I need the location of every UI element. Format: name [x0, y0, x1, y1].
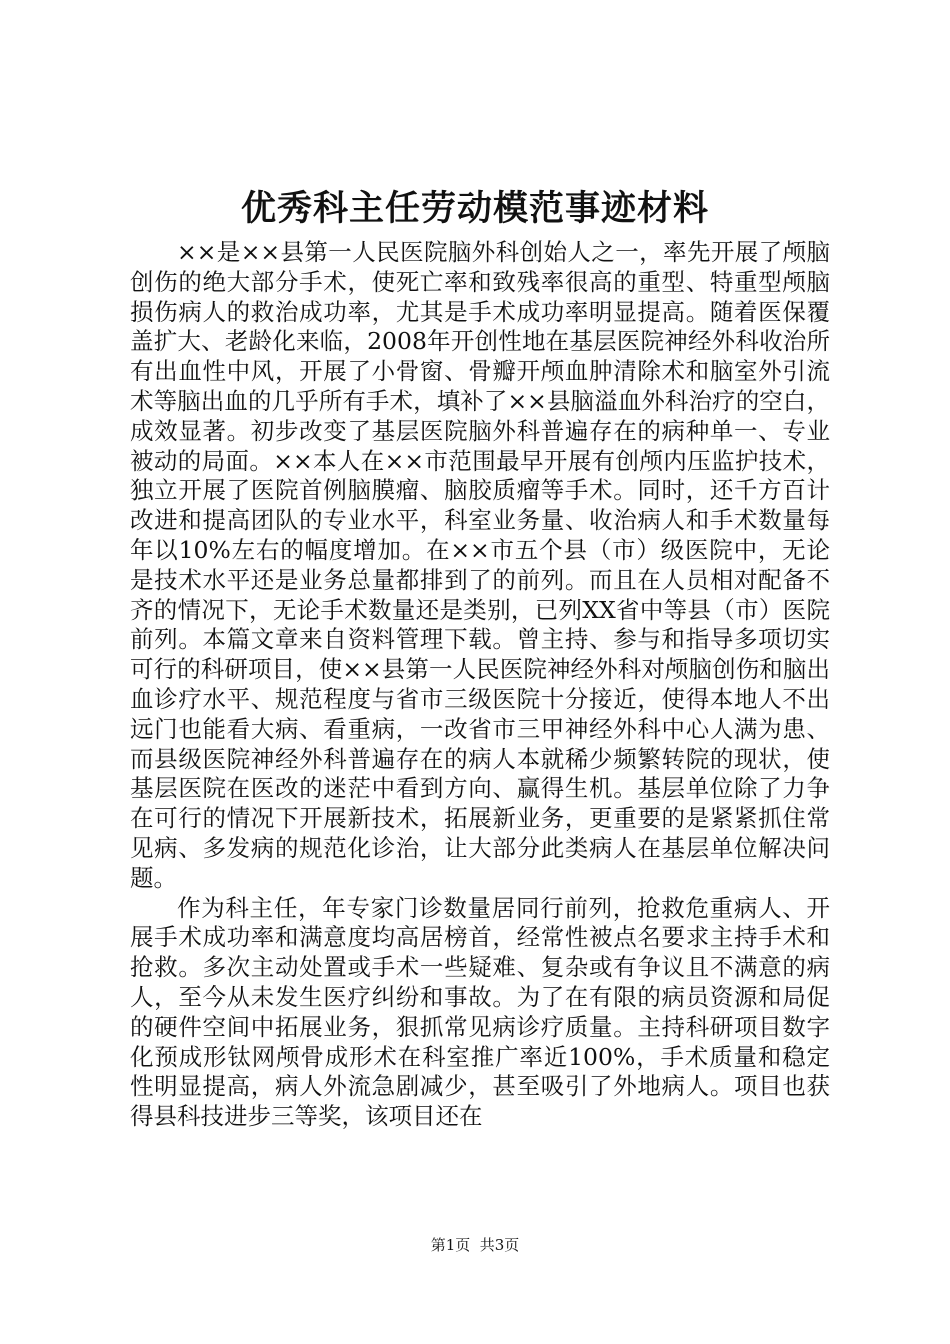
page-number-label: 第1页 共3页 — [430, 1236, 520, 1254]
document-body — [130, 238, 830, 1132]
document-title: 优秀科主任劳动模范事迹材料 — [240, 188, 709, 229]
body-paragraph-1: ××是××县第一人民医院脑外科创始人之一，率先开展了颅脑创伤的绝大部分手术，使死亡率和致残率很高的重型、特重型颅脑损伤病人的救治成功率，尤其是手术成功率明显提高。随着医保覆盖扩大、老龄化来临，2008年开创性地在基层医院神经外科收治所有出血性中风，开展了小骨窗、骨瓣开颅血肿清除术和脑室外引流术等脑出血的几乎所有手术，填补了××县脑溢血外科治疗的空白，成效显著。初步改变了基层医院脑外科普遍存在的病种单一、专业被动的局面。××本人在××市范围最早开展有创颅内压监护技术，独立开展了医院首例脑膜瘤、脑胶质瘤等手术。同时，还千方百计改进和提高团队的专业水平，科室业务量、收治病人和手术数量每年以10%左右的幅度增加。在××市五个县（市）级医院中，无论是技术水平还是业务总量都排到了的前列。而且在人员相对配备不齐的情况下，无论手术数量还是类别，已列XX省中等县（市）医院前列。本篇文章来自资料管理下载。曾主持、参与和指导多项切实可行的科研项目，使××县第一人民医院神经外科对颅脑创伤和脑出血诊疗水平、规范程度与省市三级医院十分接近，使得本地人不出远门也能看大病、看重病，一改省市三甲神经外科中心人满为患、而县级医院神经外科普遍存在的病人本就稀少频繁转院的现状，使基层医院在医改的迷茫中看到方向、赢得生机。基层单位除了力争在可行的情况下开展新技术，拓展新业务，更重要的是紧紧抓住常见病、多发病的规范化诊治，让大部分此类病人在基层单位解决问题。 — [130, 238, 830, 892]
page-footer — [0, 1235, 950, 1255]
body-paragraph-2: 作为科主任，年专家门诊数量居同行前列，抢救危重病人、开展手术成功率和满意度均高居榜首，经常性被点名要求主持手术和抢救。多次主动处置或手术一些疑难、复杂或有争议且不满意的病人，至今从未发生医疗纠纷和事故。为了在有限的病员资源和局促的硬件空间中拓展业务，狠抓常见病诊疗质量。主持科研项目数字化预成形钛网颅骨成形术在科室推广率近100%，手术质量和稳定性明显提高，病人外流急剧减少，甚至吸引了外地病人。项目也获得县科技进步三等奖，该项目还在 — [130, 893, 830, 1131]
